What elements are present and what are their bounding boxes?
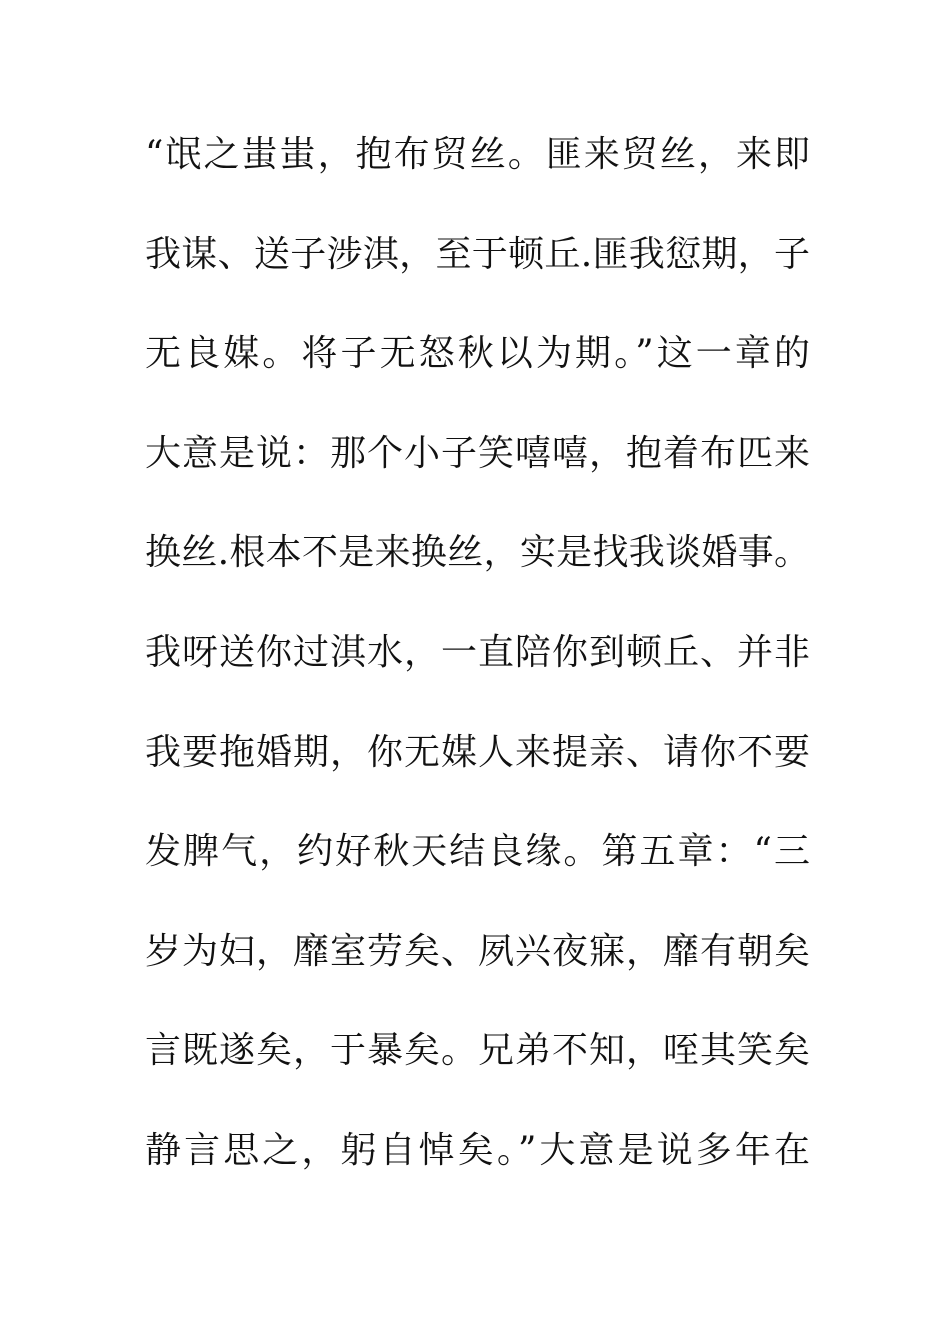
text-line: 岁为妇，靡室劳矣、夙兴夜寐，靡有朝矣 [145, 930, 810, 972]
text-line: 发脾气，约好秋天结良缘。第五章：“三 [145, 831, 810, 873]
text-line: 我谋、送子涉淇，至于顿丘.匪我愆期，子 [145, 233, 810, 275]
text-line: 我要拖婚期，你无媒人来提亲、请你不要 [145, 731, 810, 773]
text-line: 换丝.根本不是来换丝，实是找我谈婚事。 [145, 532, 810, 574]
text-line: 大意是说：那个小子笑嘻嘻，抱着布匹来 [145, 432, 810, 474]
text-line: 静言思之，躬自悼矣。”大意是说多年在 [145, 1129, 810, 1171]
text-line: 我呀送你过淇水，一直陪你到顿丘、并非 [145, 631, 810, 673]
text-line: “氓之蚩蚩，抱布贸丝。匪来贸丝，来即 [145, 134, 810, 175]
text-line: 无良媒。将子无怒秋以为期。”这一章的 [145, 333, 810, 375]
body-text [145, 125, 810, 1221]
text-line: 言既遂矣，于暴矣。兄弟不知，咥其笑矣 [145, 1030, 810, 1072]
